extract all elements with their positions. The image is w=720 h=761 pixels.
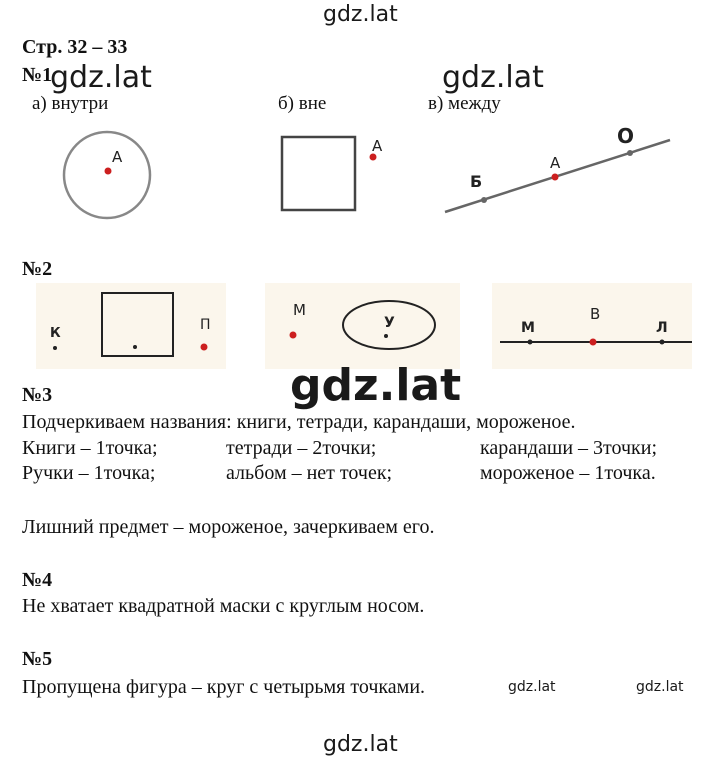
label-v: В [590,305,601,323]
watermark-small-left: gdz.lat [508,679,556,695]
point-k [53,346,57,350]
task5-text: Пропущена фигура – круг с четырьмя точками. [22,676,426,698]
task3-row1-col1: Книги – 1точка; [22,437,158,459]
task1-caption-c: в) между [428,93,501,114]
task3-number: №3 [22,384,53,406]
label-b-line: Б [470,172,483,191]
label-m-panel3: М [521,320,535,336]
watermark-left: gdz.lat [50,60,152,95]
label-k: К [50,326,61,341]
label-l: Л [656,320,668,336]
watermark-small-right: gdz.lat [636,679,684,695]
label-a-circle: А [112,148,123,166]
label-o-line: О [617,124,635,148]
task2-square [102,293,173,356]
task4-number: №4 [22,569,53,591]
label-a-square: А [372,137,383,155]
watermark-right: gdz.lat [442,60,544,95]
point-m-line [528,340,533,345]
point-m-outside [290,332,297,339]
task2-number: №2 [22,258,53,280]
point-p [201,344,208,351]
label-p: П [200,317,211,333]
task1-caption-a: а) внутри [32,93,109,114]
task3-row1-col3: карандаши – 3точки; [480,437,658,459]
page-reference: Стр. 32 – 33 [22,36,128,58]
task1-caption-b: б) вне [278,93,327,114]
task3-row2-col3: мороженое – 1точка. [480,462,656,484]
task3-row1-col2: тетради – 2точки; [226,437,377,459]
task5-number: №5 [22,648,53,670]
point-v-line [590,339,597,346]
label-m-panel2: М [293,301,306,319]
point-u [384,334,388,338]
task1-number: №1 [22,64,53,86]
watermark-bottom: gdz.lat [323,732,398,757]
task3-row2-col2: альбом – нет точек; [226,462,393,484]
watermark-center: gdz.lat [290,360,462,411]
task4-text: Не хватает квадратной маски с круглым носом. [22,595,425,617]
task3-row2-col1: Ручки – 1точка; [22,462,156,484]
watermark-top: gdz.lat [323,2,398,27]
point-inside-square [133,345,137,349]
label-u: У [384,315,395,331]
task3-line1: Подчеркиваем названия: книги, тетради, карандаши, мороженое. [22,411,576,433]
task3-conclusion: Лишний предмет – мороженое, зачеркиваем его. [22,516,435,538]
label-a-line: А [550,154,561,172]
point-l-line [660,340,665,345]
